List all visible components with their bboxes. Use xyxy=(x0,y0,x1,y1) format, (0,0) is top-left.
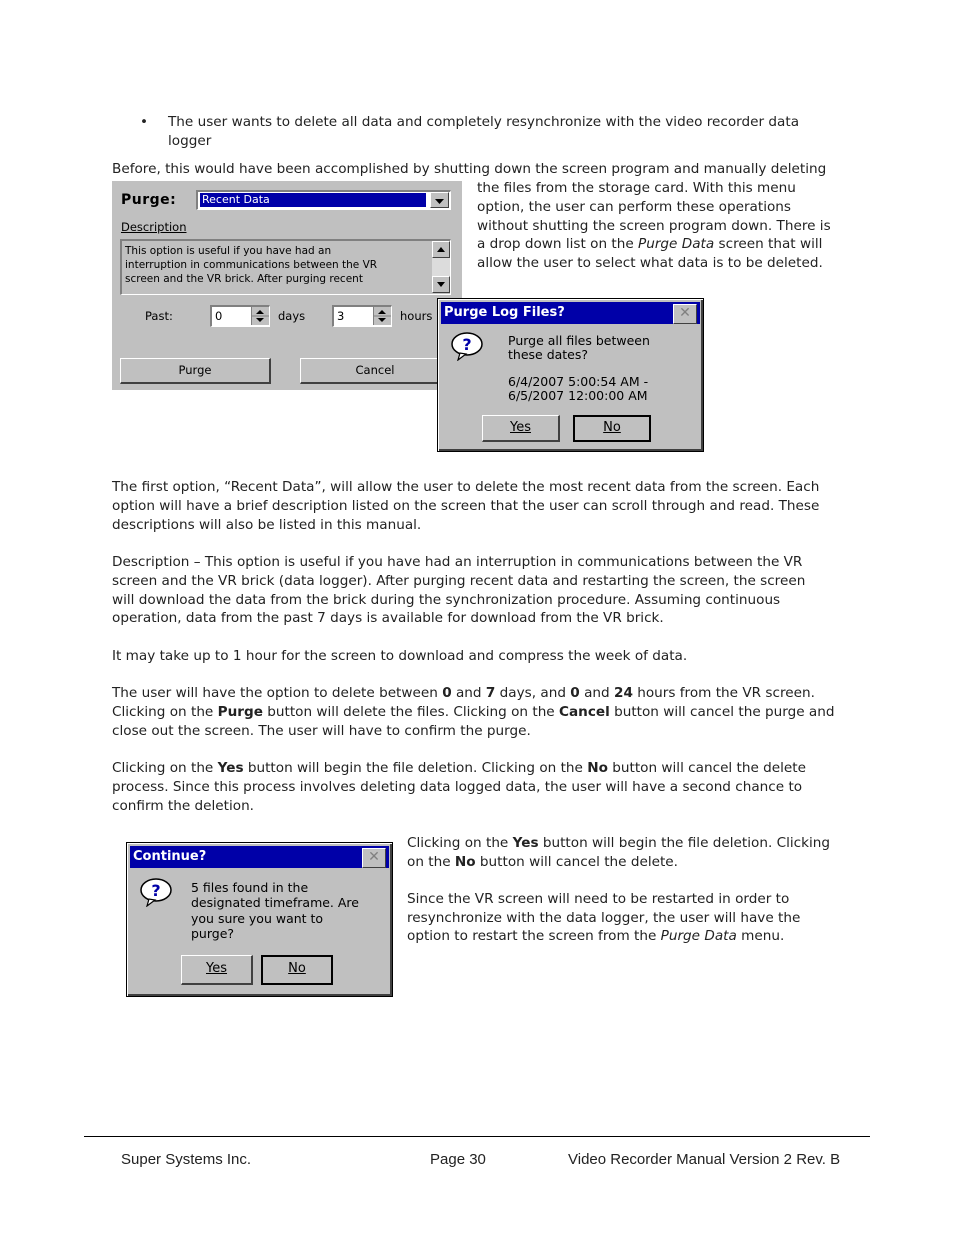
continue-message-line3: you sure you want to xyxy=(191,911,324,926)
purge-message-line1: Purge all files between xyxy=(508,333,650,348)
continue-yes-label: Yes xyxy=(206,961,227,976)
svg-text:?: ? xyxy=(151,881,161,900)
cancel-button[interactable]: Cancel xyxy=(300,358,451,384)
continue-message-line1: 5 files found in the xyxy=(191,880,309,895)
continue-titlebar xyxy=(130,846,389,868)
para1-line2: option will have a brief description listed on the screen that the user can scroll through and read. These xyxy=(112,498,820,514)
no-button[interactable] xyxy=(573,415,651,442)
continue-message-line2: designated timeframe. Are xyxy=(191,895,359,910)
purge-date-line2: 6/5/2007 12:00:00 AM xyxy=(508,388,648,403)
footer-rule xyxy=(84,1136,870,1137)
bullet-text-line1: The user wants to delete all data and completely resynchronize with the video recorder data xyxy=(168,114,800,130)
bullet-text-line2: logger xyxy=(168,133,212,149)
hours-label: hours xyxy=(400,309,433,323)
hours-spinner-icon[interactable] xyxy=(373,307,391,325)
description-line-1: This option is useful if you have had an xyxy=(125,245,332,257)
past-label: Past: xyxy=(145,309,173,323)
para4-line2: Clicking on the Purge button will delete the files. Clicking on the Cancel button will cancel the purge and xyxy=(112,704,835,720)
hours-value: 3 xyxy=(337,309,345,323)
intro-line4: without shutting the screen program down. There is xyxy=(477,218,831,234)
para2-line3: will download the data from the brick during the synchronization procedure. Assuming continuous xyxy=(112,592,781,608)
continue-message-line4: purge? xyxy=(191,926,235,941)
para5-line3: confirm the deletion. xyxy=(112,798,255,814)
description-scrollbar[interactable] xyxy=(432,241,450,293)
dialog-title: Purge Log Files? xyxy=(444,305,565,320)
yes-label: Yes xyxy=(510,420,531,435)
purge-message-line2: these dates? xyxy=(508,347,589,362)
para1-line3: descriptions will also be listed in this manual. xyxy=(112,517,422,533)
para5-line1: Clicking on the Yes button will begin the file deletion. Clicking on the No button will cancel the delete xyxy=(112,760,806,776)
days-label: days xyxy=(278,309,306,323)
dialog-titlebar xyxy=(441,302,700,324)
yes-button[interactable] xyxy=(482,415,560,442)
purge-dropdown[interactable] xyxy=(196,190,451,210)
para1-line1: The first option, “Recent Data”, will allow the user to delete the most recent data from the screen. Each xyxy=(112,479,820,495)
para7-line2: resynchronize with the data logger, the user will have the xyxy=(407,910,801,926)
purge-label: Purge: xyxy=(121,192,177,208)
days-value: 0 xyxy=(215,309,223,323)
para4-line3: close out the screen. The user will have to confirm the purge. xyxy=(112,723,531,739)
continue-question-icon xyxy=(139,877,173,907)
dropdown-arrow-icon[interactable] xyxy=(430,192,449,208)
description-line-2: interruption in communications between the VR xyxy=(125,259,378,271)
purge-date-line1: 6/4/2007 5:00:54 AM - xyxy=(508,374,649,389)
para5-line2: process. Since this process involves deleting data logged data, the user will have a second chance to xyxy=(112,779,803,795)
purge-button[interactable]: Purge xyxy=(120,358,271,384)
continue-no-button[interactable] xyxy=(261,955,333,985)
purge-data-screen xyxy=(112,181,462,390)
description-line-3: screen and the VR brick. After purging recent xyxy=(125,273,363,285)
continue-title: Continue? xyxy=(133,849,207,864)
para2-line2: screen and the VR brick (data logger). After purging recent data and restarting the screen, the screen xyxy=(112,573,806,589)
para2-line4: operation, data from the past 7 days is available for download from the VR brick. xyxy=(112,610,664,626)
para6-line1: Clicking on the Yes button will begin the file deletion. Clicking xyxy=(407,835,830,851)
para4-line1: The user will have the option to delete between 0 and 7 days, and 0 and 24 hours from the VR screen. xyxy=(112,685,815,701)
description-textbox[interactable] xyxy=(120,239,451,295)
purge-dropdown-value: Recent Data xyxy=(200,193,426,207)
scroll-down-icon[interactable] xyxy=(432,276,450,293)
para2-line1: Description – This option is useful if you have had an interruption in communications between the VR xyxy=(112,554,803,570)
para7-line1: Since the VR screen will need to be restarted in order to xyxy=(407,891,790,907)
description-label: Description xyxy=(121,220,187,234)
purge-log-files-dialog xyxy=(437,298,704,452)
continue-yes-button[interactable] xyxy=(181,955,253,985)
intro-line3: option, the user can perform these operations xyxy=(477,199,791,215)
footer-page-number: Page 30 xyxy=(430,1151,486,1168)
days-input[interactable] xyxy=(210,305,270,327)
intro-line6: allow the user to select what data is to be deleted. xyxy=(477,255,823,271)
no-label: No xyxy=(603,420,621,435)
continue-dialog xyxy=(126,842,393,997)
para7-line3: option to restart the screen from the Purge Data menu. xyxy=(407,928,785,944)
footer-company: Super Systems Inc. xyxy=(121,1151,252,1168)
continue-no-label: No xyxy=(288,961,306,976)
intro-line2: the files from the storage card. With this menu xyxy=(477,180,796,196)
hours-input[interactable] xyxy=(332,305,392,327)
question-icon xyxy=(450,331,484,361)
scroll-up-icon[interactable] xyxy=(432,241,450,258)
para3: It may take up to 1 hour for the screen to download and compress the week of data. xyxy=(112,648,688,664)
svg-text:?: ? xyxy=(462,335,472,354)
days-spinner-icon[interactable] xyxy=(251,307,269,325)
continue-close-icon[interactable]: ✕ xyxy=(362,848,386,868)
bullet-dot: • xyxy=(140,114,149,130)
close-icon[interactable]: ✕ xyxy=(673,304,697,324)
para6-line2: on the No button will cancel the delete. xyxy=(407,854,678,870)
intro-line1: Before, this would have been accomplished by shutting down the screen program and manually deleting xyxy=(112,161,827,177)
intro-line5: a drop down list on the Purge Data screen that will xyxy=(477,236,823,252)
footer-document-title: Video Recorder Manual Version 2 Rev. B xyxy=(568,1151,841,1168)
